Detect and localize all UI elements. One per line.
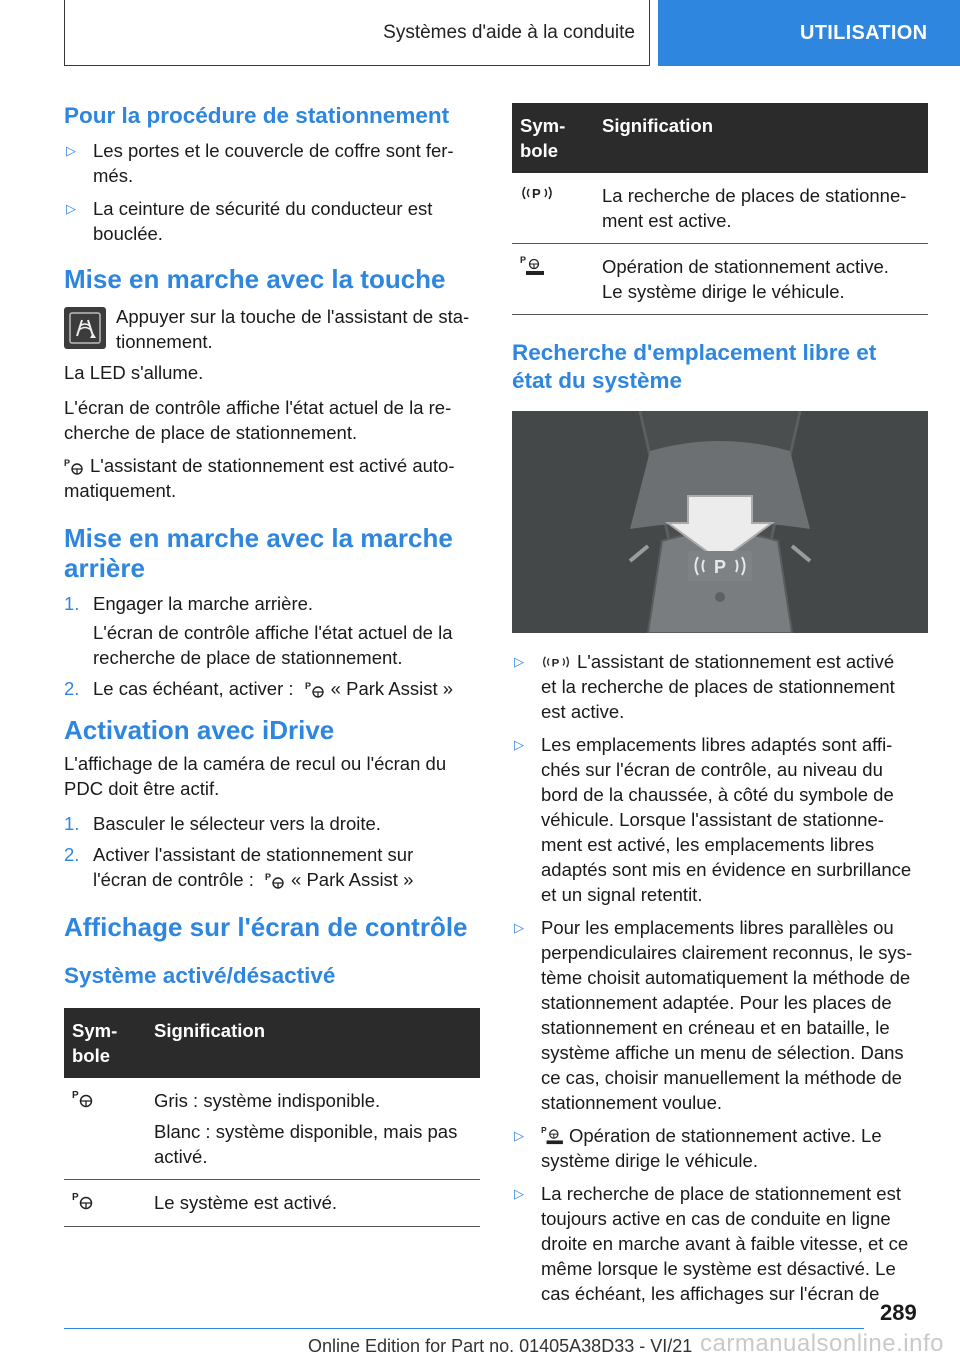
symbol-table-left — [64, 1008, 480, 1227]
status-item-3: Pour les emplacements libres parallèles ou perpendiculaires clairement reconnus, le sys- tème choisit automatiquement la méthode de stationnement adaptée. Pour les places de stationnement en créneau et en bataille, le système affiche un menu de sélection. Dans ce cas, choisir manuellement la méthode de stationnement voulue. — [541, 917, 913, 1113]
parking-search-icon — [520, 183, 554, 203]
list-item — [64, 842, 480, 892]
heading-button: Mise en marche avec la touche — [64, 264, 446, 294]
park-assist-button-icon — [64, 307, 106, 349]
symbol-cell — [512, 173, 594, 244]
symbol-table-right — [512, 103, 928, 315]
right-column — [512, 103, 928, 1314]
meaning-cell — [594, 244, 928, 315]
car-illustration — [512, 411, 928, 633]
park-assist-active-icon — [72, 1190, 94, 1210]
procedure-item-2: La ceinture de sécurité du conducteur est bouclée. — [93, 198, 433, 244]
status-item-1: L'assistant de stationnement est activé et la recherche de places de stationnement est active. — [541, 651, 895, 722]
symbol-cell — [512, 244, 594, 315]
park-assist-icon — [64, 457, 84, 475]
park-auto-icon — [541, 1125, 563, 1145]
step-number: 1. — [64, 593, 80, 614]
screen-text: L'écran de contrôle affiche l'état actuel de la re- cherche de place de stationnement. — [64, 397, 452, 443]
step-number: 1. — [64, 813, 80, 834]
idrive-step-1: Basculer le sélecteur vers la droite. — [93, 813, 381, 834]
svg-text:P: P — [532, 186, 541, 201]
reverse-step-1: Engager la marche arrière. — [93, 593, 314, 614]
meaning-cell — [146, 1180, 480, 1227]
park-assist-menu-label: « Park Assist » — [330, 678, 454, 699]
status-list — [512, 649, 928, 1306]
header-section-title: Systèmes d'aide à la conduite — [383, 21, 635, 43]
header-section — [64, 0, 650, 66]
svg-text:P: P — [520, 255, 527, 265]
park-assist-icon — [72, 1088, 94, 1108]
parking-search-icon — [541, 653, 571, 671]
meaning-active: Le système est activé. — [154, 1192, 338, 1213]
button-row — [64, 304, 480, 354]
footer-edition: Online Edition for Part no. 01405A38D33 - VI/21 — [308, 1336, 693, 1356]
symbol-cell — [64, 1180, 146, 1227]
table-header — [512, 103, 928, 173]
col-symbol: Sym- bole — [512, 103, 594, 173]
reverse-step-2-text: Le cas échéant, activer : — [93, 678, 294, 699]
park-assist-menu-label: « Park Assist » — [291, 869, 414, 890]
heading-procedure: Pour la procédure de stationnement — [64, 103, 450, 128]
idrive-steps — [64, 811, 480, 892]
heading-search: Recherche d'emplacement libre et état du système — [512, 340, 877, 393]
svg-text:P: P — [713, 557, 727, 577]
list-item — [64, 676, 480, 701]
parking-figure — [512, 411, 928, 633]
svg-text:P: P — [551, 657, 560, 670]
meaning-operation: Opération de stationnement active. Le système dirige le véhicule. — [602, 256, 889, 302]
reverse-steps — [64, 591, 480, 701]
meaning-gray: Gris : système indisponible. — [154, 1090, 381, 1111]
procedure-list — [64, 138, 480, 246]
list-item — [64, 196, 480, 246]
list-item — [512, 1181, 928, 1306]
bullet-icon: ▷ — [66, 143, 76, 158]
footer-watermark: carmanualsonline.info — [700, 1330, 944, 1357]
heading-system: Système activé/désactivé — [64, 963, 336, 988]
svg-text:P: P — [64, 458, 71, 468]
list-item — [512, 649, 928, 724]
list-item — [512, 915, 928, 1115]
bullet-icon: ▷ — [514, 1186, 524, 1201]
procedure-item-1: Les portes et le couvercle de coffre sont fer- més. — [93, 140, 454, 186]
button-text: Appuyer sur la touche de l'assistant de sta- tionnement. — [116, 306, 470, 352]
symbol-cell — [64, 1078, 146, 1180]
table-row — [64, 1180, 480, 1227]
page-number: 289 — [880, 1300, 917, 1325]
footer-divider — [64, 1328, 864, 1329]
reverse-step-2 — [93, 676, 480, 701]
park-assist-icon — [265, 871, 285, 889]
header-chapter — [658, 0, 960, 66]
table-header — [64, 1008, 480, 1078]
list-item — [64, 138, 480, 188]
status-item-4: Opération de stationnement active. Le système dirige le véhicule. — [541, 1125, 882, 1171]
svg-text:P: P — [304, 681, 311, 691]
park-auto-icon — [520, 254, 544, 276]
bullet-icon: ▷ — [66, 201, 76, 216]
led-text: La LED s'allume. — [64, 362, 204, 383]
bullet-icon: ▷ — [514, 737, 524, 752]
meaning-white: Blanc : système disponible, mais pas activé. — [154, 1121, 458, 1167]
status-item-5: La recherche de place de stationnement est toujours active en cas de conduite en ligne droite en marche avant à faible vitesse, et ce même lorsque le système est désactivé. Le cas échéant, les affichages sur l'écran de — [541, 1183, 909, 1304]
list-item — [64, 811, 480, 836]
park-assist-icon — [305, 680, 325, 698]
col-meaning: Signification — [594, 103, 928, 173]
svg-text:P: P — [541, 1126, 547, 1136]
svg-text:P: P — [265, 872, 272, 882]
svg-text:P: P — [72, 1090, 79, 1101]
list-item — [512, 1123, 928, 1173]
heading-display: Affichage sur l'écran de contrôle — [64, 912, 468, 942]
auto-text-label: L'assistant de stationnement est activé auto- matiquement. — [64, 455, 455, 501]
status-item-2: Les emplacements libres adaptés sont affi- chés sur l'écran de contrôle, au niveau du bord de la chaussée, à côté du symbole de véhicule. Lorsque l'assistant de stationne- ment est activé, les emplacements libres adaptés sont mis en évidence en surbrillance et un signal retentit. — [541, 734, 912, 905]
meaning-search: La recherche de places de stationne- ment est active. — [602, 185, 907, 231]
step-number: 2. — [64, 844, 80, 865]
bullet-icon: ▷ — [514, 920, 524, 935]
heading-idrive: Activation avec iDrive — [64, 715, 335, 745]
list-item — [512, 732, 928, 907]
bullet-icon: ▷ — [514, 1128, 524, 1143]
step-number: 2. — [64, 678, 80, 699]
left-column — [64, 100, 480, 1227]
col-meaning: Signification — [146, 1008, 480, 1078]
table-row — [512, 173, 928, 244]
bullet-icon: ▷ — [514, 654, 524, 669]
heading-reverse: Mise en marche avec la marche arrière — [64, 523, 453, 583]
table-row — [512, 244, 928, 315]
meaning-cell — [146, 1078, 480, 1180]
table-row — [64, 1078, 480, 1180]
idrive-step-2 — [93, 842, 480, 892]
idrive-step-2-text: Activer l'assistant de stationnement sur l'écran de contrôle : — [93, 844, 414, 890]
auto-text — [64, 453, 480, 503]
reverse-step-1b: L'écran de contrôle affiche l'état actuel de la recherche de place de stationnement. — [93, 622, 453, 668]
list-item — [64, 591, 480, 670]
header-chapter-title: UTILISATION — [800, 21, 928, 44]
idrive-text: L'affichage de la caméra de recul ou l'écran du PDC doit être actif. — [64, 753, 447, 799]
col-symbol: Sym- bole — [64, 1008, 146, 1078]
meaning-cell — [594, 173, 928, 244]
svg-text:P: P — [72, 1192, 79, 1203]
